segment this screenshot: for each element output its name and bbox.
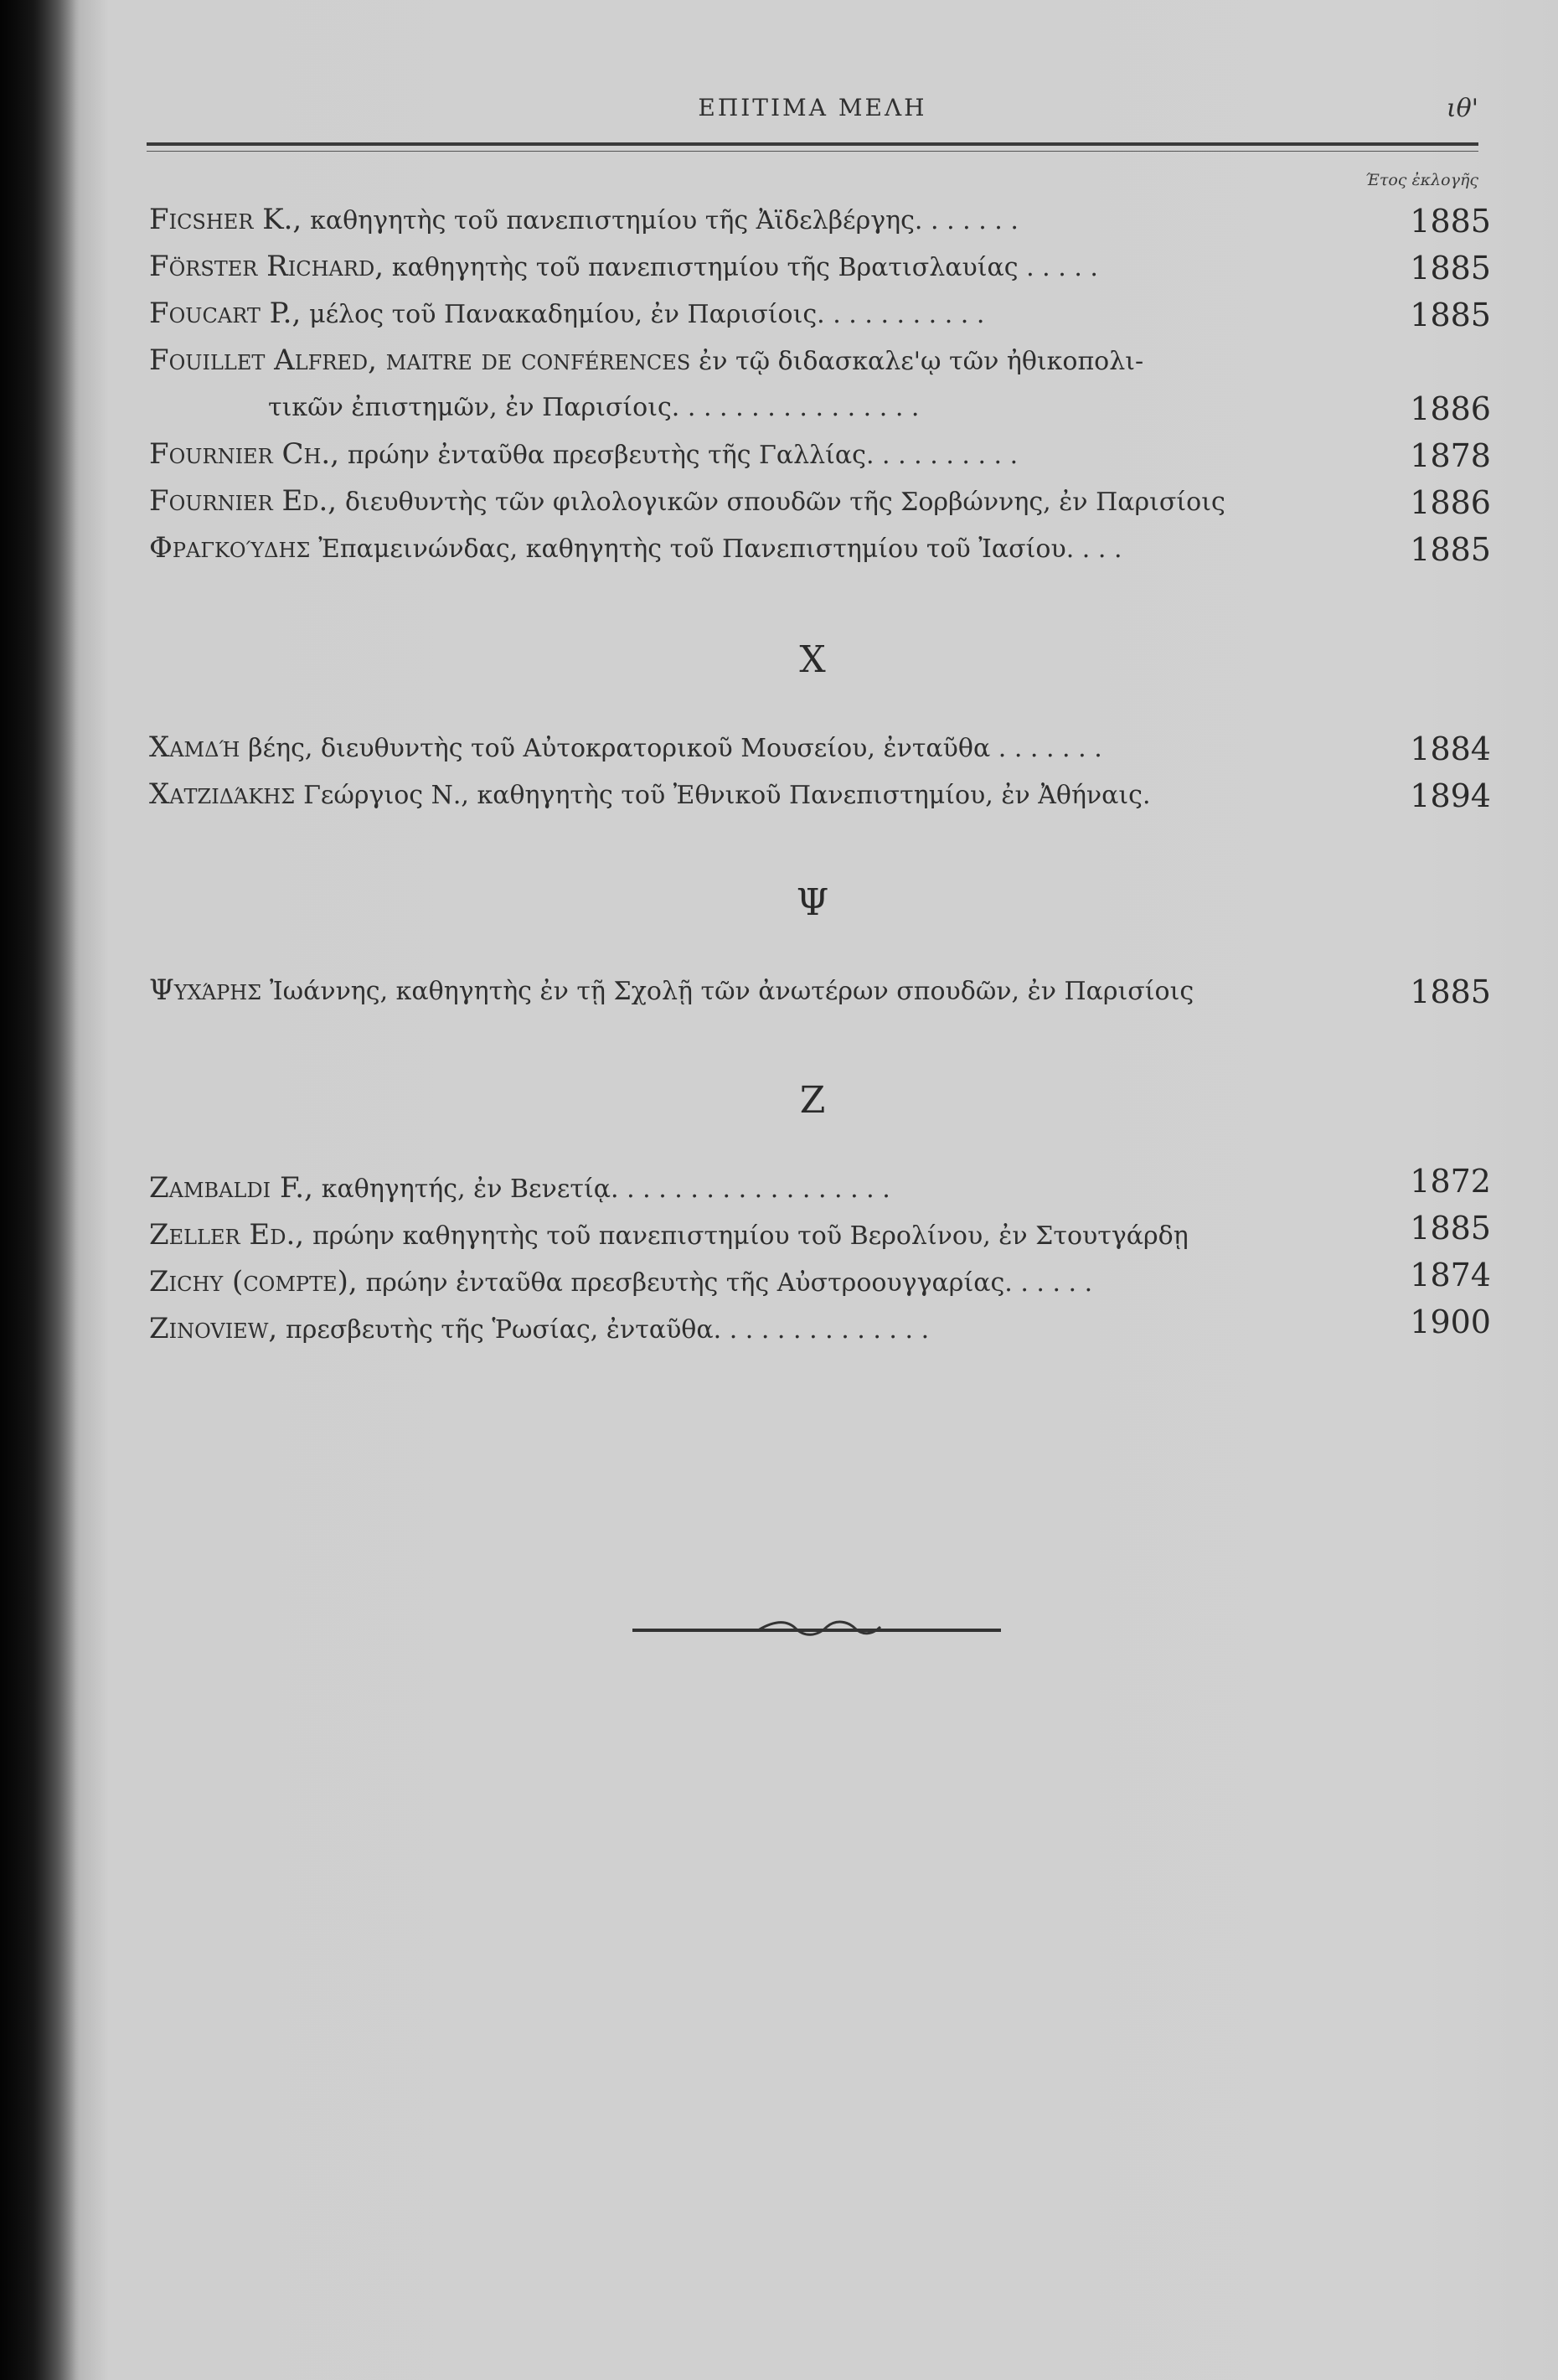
entry-row — [149, 1263, 1439, 1302]
entry-row — [149, 972, 1439, 1010]
election-year: 1885 — [1410, 1210, 1491, 1247]
section-letter-psi: Ψ — [796, 881, 829, 924]
member-name: Foucart P., — [149, 297, 302, 330]
member-description: πρώην ἐνταῦθα πρεσβευτὴς τῆς Αὐστροουγγαρίας. . . . . . — [365, 1268, 1093, 1298]
member-description: βέης, διευθυντὴς τοῦ Αὐτοκρατορικοῦ Μουσείου, ἐνταῦθα . . . . . . . — [248, 734, 1102, 763]
member-description: Γεώργιος Ν., καθηγητὴς τοῦ Ἐθνικοῦ Πανεπιστημίου, ἐν Ἀθήναις. — [303, 781, 1151, 810]
entry-row — [149, 1216, 1439, 1255]
election-year: 1885 — [1410, 250, 1491, 287]
entry-row — [149, 529, 1439, 568]
member-name: Zeller Ed., — [149, 1218, 305, 1252]
member-description: πρεσβευτὴς τῆς Ῥωσίας, ἐνταῦθα. . . . . . . . . . . . . . — [286, 1315, 930, 1345]
election-year: 1886 — [1410, 390, 1491, 427]
election-year: 1878 — [1410, 437, 1491, 474]
page-number: ιθ' — [1446, 94, 1478, 123]
header-rule — [147, 142, 1478, 146]
member-description: καθηγητής, ἐν Βενετίᾳ. . . . . . . . . . . . . . . . . . — [321, 1175, 890, 1204]
header-title: ΕΠΙΤΙΜΑ ΜΕΛΗ — [698, 94, 927, 121]
member-description: πρώην καθηγητὴς τοῦ πανεπιστημίου τοῦ Βερολίνου, ἐν Στουτγάρδῃ — [312, 1221, 1189, 1251]
member-name: Förster Richard, — [149, 250, 384, 283]
election-year: 1885 — [1410, 973, 1491, 1010]
section-letter-z: Z — [799, 1079, 826, 1122]
member-description: τικῶν ἐπιστημῶν, ἐν Παρισίοις. . . . . . . . . . . . . . . . — [268, 393, 920, 422]
tailpiece-ornament-icon — [632, 1617, 1001, 1642]
member-name: Χαμδή — [149, 731, 240, 764]
member-name: Fournier Ch., — [149, 437, 340, 471]
entry-row — [149, 776, 1439, 814]
member-name: Χατζιδάκης — [149, 777, 296, 811]
member-description: καθηγητὴς τοῦ πανεπιστημίου τῆς Ἀϊδελβέργης. . . . . . . — [310, 206, 1019, 235]
entry-row — [149, 201, 1439, 240]
election-year: 1885 — [1410, 203, 1491, 240]
running-header — [147, 94, 1478, 141]
member-name: Zinoview, — [149, 1312, 278, 1345]
entry-row — [149, 1310, 1439, 1349]
election-year: 1872 — [1410, 1163, 1491, 1200]
binding-shadow — [0, 0, 75, 2380]
member-description: Ἐπαμεινώνδας, καθηγητὴς τοῦ Πανεπιστημίου τοῦ Ἰασίου. . . . — [318, 534, 1122, 564]
election-year: 1894 — [1410, 777, 1491, 814]
entry-row — [149, 729, 1439, 767]
member-name: Fouillet Alfred, maitre de conférences — [149, 343, 691, 377]
member-name: Zambaldi F., — [149, 1171, 313, 1205]
election-year: 1885 — [1410, 531, 1491, 568]
entry-row — [149, 295, 1439, 333]
entry-row — [149, 1169, 1439, 1208]
entry-row — [149, 342, 1439, 380]
entry-row — [149, 248, 1439, 287]
member-name: Fournier Ed., — [149, 484, 338, 518]
entry-row — [149, 436, 1439, 474]
entry-row — [149, 483, 1439, 521]
election-year: 1874 — [1410, 1257, 1491, 1293]
section-letter-x: X — [799, 638, 826, 681]
member-name: Φραγκούδης — [149, 531, 311, 565]
member-description: Ἰωάννης, καθηγητὴς ἐν τῇ Σχολῇ τῶν ἀνωτέρων σπουδῶν, ἐν Παρισίοις — [269, 977, 1194, 1006]
member-description: μέλος τοῦ Πανακαδημίου, ἐν Παρισίοις. . . . . . . . . . . — [309, 300, 985, 329]
member-description: πρώην ἐνταῦθα πρεσβευτὴς τῆς Γαλλίας. . . . . . . . . . — [347, 441, 1019, 470]
election-year: 1900 — [1410, 1304, 1491, 1340]
member-description: διευθυντὴς τῶν φιλολογικῶν σπουδῶν τῆς Σορβώννης, ἐν Παρισίοις — [344, 488, 1225, 517]
election-year: 1885 — [1410, 297, 1491, 333]
member-description: καθηγητὴς τοῦ πανεπιστημίου τῆς Βρατισλαυίας . . . . . — [391, 253, 1098, 282]
member-name: Ficsher K., — [149, 203, 302, 236]
member-name: Zichy (compte), — [149, 1265, 358, 1298]
election-year: 1886 — [1410, 484, 1491, 521]
header-rule-thin — [147, 151, 1478, 152]
year-column-heading: Έτος ἐκλογῆς — [1365, 171, 1478, 189]
entry-row-continuation — [268, 389, 1390, 426]
member-description: ἐν τῷ διδασκαλε'ῳ τῶν ἠθικοπολι- — [699, 347, 1144, 376]
election-year: 1884 — [1410, 731, 1491, 767]
member-name: Ψυχάρης — [149, 973, 262, 1007]
